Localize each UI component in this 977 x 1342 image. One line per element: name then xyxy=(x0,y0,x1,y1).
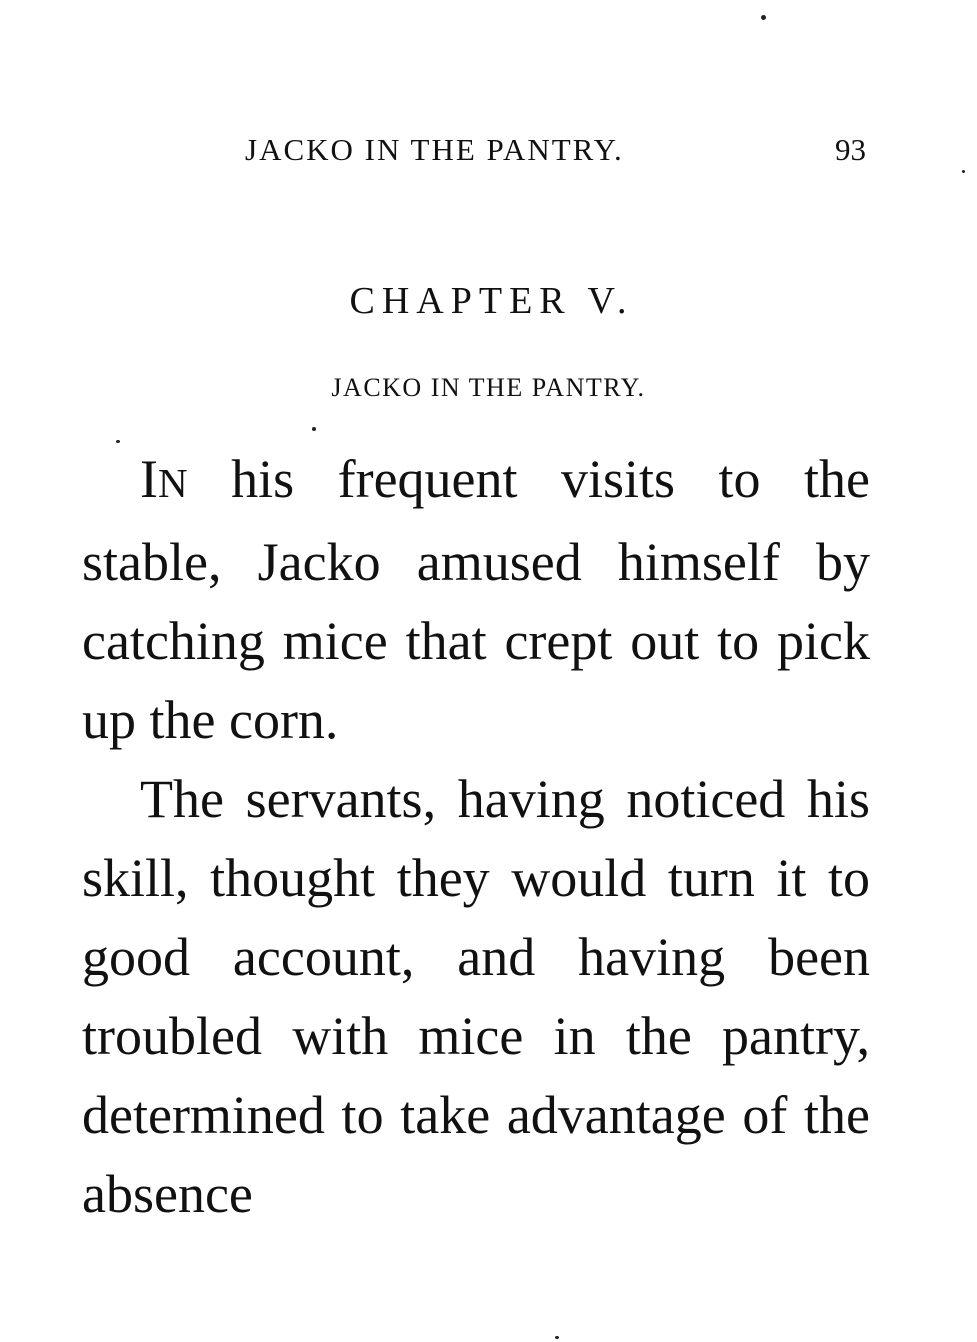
chapter-heading: CHAPTER V. xyxy=(349,280,634,322)
scan-speck xyxy=(116,440,120,443)
running-head xyxy=(0,130,977,170)
paragraph-2: The servants, having noticed his skill, thought they would turn it to good account, and having been troubled with mice in the pantry, determined to take advantage of the absence xyxy=(82,769,870,1224)
dropcap-letter: I xyxy=(140,449,158,509)
body-text xyxy=(82,440,870,1234)
paragraph-1 xyxy=(82,440,870,760)
scan-speck xyxy=(761,15,766,20)
paragraph-1-text: his frequent visits to the stable, Jacko amused himself by catching mice that crept out to pick up the corn. xyxy=(82,449,870,750)
scan-speck xyxy=(962,170,965,173)
scan-speck xyxy=(312,427,316,431)
scan-speck xyxy=(555,1336,559,1339)
chapter-title: JACKO IN THE PANTRY. xyxy=(331,373,646,402)
running-title: JACKO IN THE PANTRY. xyxy=(245,132,624,167)
page-number: 93 xyxy=(835,132,866,167)
smallcap-letters: N xyxy=(157,460,188,506)
